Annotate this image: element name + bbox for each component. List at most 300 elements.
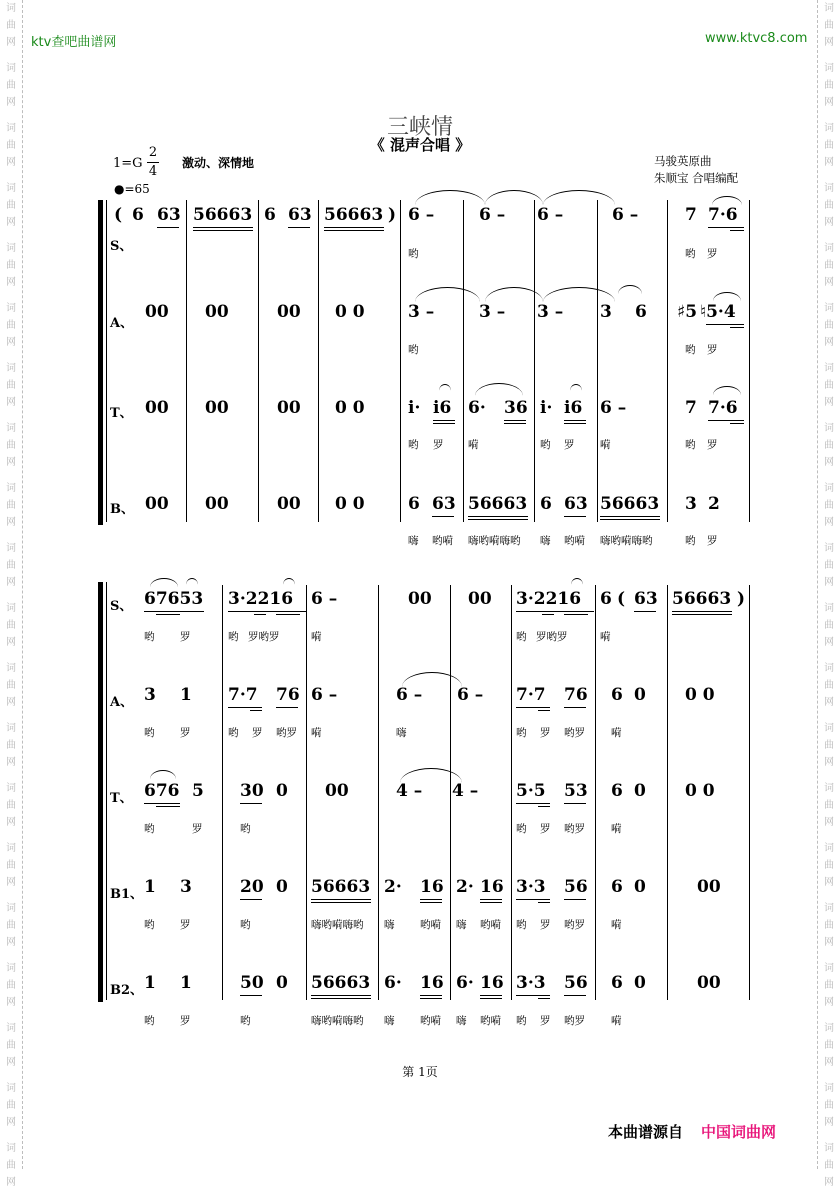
note: 00 (408, 589, 432, 609)
key-signature: 1=G (113, 156, 143, 171)
note: 56 (564, 877, 588, 897)
underline-beam (420, 899, 442, 900)
lyric: 嗨 (396, 727, 407, 739)
underline-beam (542, 614, 554, 615)
underline-beam (538, 998, 550, 999)
lyric: 嗨哟嗬嗨哟 (600, 535, 653, 547)
note: 0 0 (335, 302, 365, 322)
barline (749, 200, 750, 522)
system-bracket-thin (106, 582, 107, 1000)
slur (712, 196, 742, 205)
note: 56663 (672, 589, 732, 609)
lyric: 嗬 (311, 727, 322, 739)
lyric: 罗哟罗 (248, 631, 280, 643)
note: 56663 (468, 494, 528, 514)
note: 0 (634, 781, 646, 801)
note: 56 (564, 973, 588, 993)
underline-beam (156, 614, 180, 615)
lyric: 哟 (685, 344, 696, 356)
lyric: 哟嗬 (432, 535, 453, 547)
slur (400, 768, 462, 783)
left-watermark (0, 0, 22, 1188)
note: 1 (180, 685, 192, 705)
lyric: 罗 (540, 1015, 551, 1027)
lyric: 嗨 (456, 1015, 467, 1027)
lyric: 哟嗬 (480, 1015, 501, 1027)
note: 6 (611, 781, 623, 801)
note: 7 (685, 398, 697, 418)
underline-beam (288, 227, 310, 228)
note: 0 (276, 781, 288, 801)
note: 00 (468, 589, 492, 609)
right-watermark (818, 0, 840, 1188)
barline (318, 200, 319, 522)
underline-beam (432, 516, 454, 517)
lyric: 哟 (516, 631, 527, 643)
slur (283, 578, 295, 585)
watermark-group: 词 曲 网 (824, 1023, 834, 1068)
note: 7·7 (516, 685, 546, 705)
slur (475, 383, 523, 396)
underline-beam (420, 998, 442, 999)
barline (463, 200, 464, 522)
note: 3·2216 (228, 589, 294, 609)
note: ♮5·4 (700, 302, 736, 322)
note: 0 (634, 973, 646, 993)
note: 56663 (600, 494, 660, 514)
lyric: 嗬 (600, 439, 611, 451)
slur (150, 578, 178, 587)
watermark-group: 词 曲 网 (6, 483, 16, 528)
note: 6 (600, 589, 612, 609)
note: 6 – (479, 205, 506, 225)
lyric: 哟 (516, 823, 527, 835)
underline-beam (504, 420, 526, 421)
slur (713, 292, 741, 301)
voice-label: T、 (110, 406, 133, 421)
note: 56663 (311, 877, 371, 897)
source-label: 本曲谱源自 (608, 1123, 684, 1141)
note: 00 (205, 398, 229, 418)
underline-beam (730, 230, 744, 231)
lyric: 嗨 (408, 535, 419, 547)
underline-beam (538, 902, 550, 903)
lyric: 罗 (707, 439, 718, 451)
underline-beam (564, 614, 588, 615)
lyric: 哟 (144, 823, 155, 835)
note: 1 (180, 973, 192, 993)
watermark-group: 词 曲 网 (824, 303, 834, 348)
lyric: 嗬 (311, 631, 322, 643)
lyric: 哟 (228, 631, 239, 643)
lyric: 罗 (540, 919, 551, 931)
barline (667, 585, 668, 1000)
note: 76 (564, 685, 588, 705)
lyric: 罗 (707, 535, 718, 547)
watermark-group: 词 曲 网 (824, 963, 834, 1008)
underline-beam (311, 995, 371, 996)
note: 50 (240, 973, 264, 993)
watermark-group: 词 曲 网 (6, 363, 16, 408)
lyric: 哟 (144, 1015, 155, 1027)
note: 63 (564, 494, 588, 514)
note: ) (737, 589, 746, 609)
underline-beam (600, 516, 660, 517)
note: 3·3 (516, 877, 546, 897)
underline-beam (672, 614, 732, 615)
page-number: 第 1页 (402, 1065, 438, 1079)
note: 3·3 (516, 973, 546, 993)
composer: 马骏英原曲 (654, 154, 712, 168)
underline-beam (276, 707, 298, 708)
note: 7·6 (708, 205, 738, 225)
underline-beam (250, 710, 262, 711)
barline (186, 200, 187, 522)
note: 00 (145, 302, 169, 322)
underline-beam (564, 707, 586, 708)
note: 0 0 (685, 685, 715, 705)
lyric: 罗 (180, 919, 191, 931)
lyric: 罗 (192, 823, 203, 835)
note: 4 – (396, 781, 423, 801)
lyric: 嗬 (611, 919, 622, 931)
watermark-group: 词 曲 网 (6, 303, 16, 348)
underline-beam (730, 327, 744, 328)
underline-beam (708, 420, 744, 421)
underline-beam (240, 803, 262, 804)
barline (597, 200, 598, 522)
lyric: 哟罗 (564, 727, 585, 739)
lyric: 嗬 (600, 631, 611, 643)
lyric: 嗨 (540, 535, 551, 547)
system-bracket (98, 582, 103, 1002)
watermark-group: 词 曲 网 (6, 1143, 16, 1188)
site-name[interactable]: ktv查吧曲谱网 (31, 35, 117, 50)
watermark-group: 词 曲 网 (824, 603, 834, 648)
lyric: 哟 (408, 344, 419, 356)
lyric: 嗨哟嗬嗨哟 (311, 919, 364, 931)
note: i· (408, 398, 421, 418)
slur (186, 578, 198, 585)
watermark-group: 词 曲 网 (824, 423, 834, 468)
underline-beam (480, 902, 502, 903)
note: 3 (180, 877, 192, 897)
barline (222, 585, 223, 1000)
voice-label: S、 (110, 239, 133, 254)
slur (543, 287, 615, 302)
lyric: 哟 (240, 823, 251, 835)
underline-beam (156, 806, 180, 807)
note: 6 (408, 494, 420, 514)
lyric: 嗨 (384, 1015, 395, 1027)
lyric: 罗 (433, 439, 444, 451)
note: 3 (600, 302, 612, 322)
lyric: 哟 (144, 919, 155, 931)
underline-beam (564, 899, 586, 900)
note: 0 0 (335, 494, 365, 514)
watermark-group: 词 曲 网 (6, 123, 16, 168)
watermark-group: 词 曲 网 (6, 183, 16, 228)
note: 3 – (479, 302, 506, 322)
lyric: 哟嗬 (420, 1015, 441, 1027)
underline-beam (564, 516, 586, 517)
watermark-group: 词 曲 网 (6, 723, 16, 768)
lyric: 哟 (516, 727, 527, 739)
note: 2 (708, 494, 720, 514)
lyric: 罗 (540, 823, 551, 835)
note: 7·6 (708, 398, 738, 418)
underline-beam (468, 519, 528, 520)
note: 3·2216 (516, 589, 582, 609)
note: 6 (132, 205, 144, 225)
note: 56663 (311, 973, 371, 993)
note: i6 (564, 398, 583, 418)
note: 6· (456, 973, 474, 993)
note: 0 0 (685, 781, 715, 801)
note: 00 (205, 302, 229, 322)
watermark-group: 词 曲 网 (6, 903, 16, 948)
lyric: 哟罗 (564, 1015, 585, 1027)
lyric: 哟嗬 (564, 535, 585, 547)
watermark-group: 词 曲 网 (824, 183, 834, 228)
lyric: 哟 (240, 1015, 251, 1027)
lyric: 罗哟罗 (536, 631, 568, 643)
underline-beam (144, 803, 180, 804)
underline-beam (564, 423, 586, 424)
lyric: 哟罗 (564, 919, 585, 931)
lyric: 哟 (228, 727, 239, 739)
underline-beam (324, 227, 384, 228)
underline-beam (311, 998, 371, 999)
lyric: 哟 (685, 535, 696, 547)
underline-beam (538, 806, 550, 807)
slur (618, 285, 642, 294)
lyric: 哟嗬 (480, 919, 501, 931)
barline (595, 585, 596, 1000)
lyric: 嗬 (611, 727, 622, 739)
note: 3 (144, 685, 156, 705)
note: ) (388, 205, 397, 225)
voice-label: B、 (110, 502, 134, 517)
note: ♯5 (677, 302, 698, 322)
slur (543, 190, 615, 205)
underline-beam (228, 611, 306, 612)
slur (571, 578, 583, 585)
underline-beam (480, 995, 502, 996)
note: ( (617, 589, 626, 609)
lyric: 哟罗 (276, 727, 297, 739)
voice-label: A、 (110, 695, 134, 710)
underline-beam (468, 516, 528, 517)
note: 67653 (144, 589, 204, 609)
quarter-note-icon: ● (114, 182, 125, 196)
note: 0 (634, 877, 646, 897)
site-url[interactable]: www.ktvc8.com (705, 31, 808, 46)
note: 16 (420, 877, 444, 897)
slur (402, 672, 462, 687)
underline-beam (324, 230, 384, 231)
note: 3 (685, 494, 697, 514)
watermark-group: 词 曲 网 (824, 63, 834, 108)
note: 7·7 (228, 685, 258, 705)
slur (415, 287, 480, 302)
watermark-group: 词 曲 网 (824, 1143, 834, 1188)
lyric: 罗 (540, 727, 551, 739)
barline (258, 200, 259, 522)
note: 7 (685, 205, 697, 225)
lyric: 嗨 (384, 919, 395, 931)
underline-beam (516, 995, 550, 996)
arranger: 朱顺宝 合唱编配 (654, 171, 739, 185)
underline-beam (193, 227, 253, 228)
underline-beam (240, 995, 262, 996)
underline-beam (516, 707, 550, 708)
barline (400, 200, 401, 522)
lyric: 哟 (408, 248, 419, 260)
watermark-group: 词 曲 网 (824, 363, 834, 408)
note: 676 (144, 781, 180, 801)
note: 1 (144, 877, 156, 897)
lyric: 哟嗬 (420, 919, 441, 931)
voice-label: T、 (110, 791, 133, 806)
watermark-group: 词 曲 网 (824, 3, 834, 48)
time-bar (147, 162, 159, 163)
note: 6 – (600, 398, 627, 418)
watermark-group: 词 曲 网 (824, 843, 834, 888)
slur (570, 384, 582, 391)
watermark-group: 词 曲 网 (824, 243, 834, 288)
song-subtitle: 《 混声合唱 》 (369, 136, 471, 154)
underline-beam (240, 899, 262, 900)
note: 56663 (324, 205, 384, 225)
note: 63 (634, 589, 658, 609)
note: ( (114, 205, 123, 225)
underline-beam (480, 899, 502, 900)
note: 2· (456, 877, 474, 897)
note: 16 (480, 973, 504, 993)
note: 6 – (396, 685, 423, 705)
underline-beam (708, 227, 744, 228)
watermark-group: 词 曲 网 (824, 723, 834, 768)
note: i6 (433, 398, 452, 418)
note: i· (540, 398, 553, 418)
underline-beam (193, 230, 253, 231)
underline-beam (433, 420, 455, 421)
underline-beam (672, 611, 732, 612)
watermark-group: 词 曲 网 (6, 1083, 16, 1128)
lyric: 罗 (180, 631, 191, 643)
source-site-link[interactable]: 中国词曲网 (701, 1123, 777, 1141)
underline-beam (157, 227, 179, 228)
note: 16 (420, 973, 444, 993)
lyric: 罗 (707, 344, 718, 356)
watermark-group: 词 曲 网 (6, 243, 16, 288)
underline-beam (311, 899, 371, 900)
note: 0 0 (335, 398, 365, 418)
underline-beam (706, 324, 744, 325)
voice-label: B1、 (110, 887, 144, 902)
barline (450, 585, 451, 1000)
lyric: 哟 (144, 727, 155, 739)
lyric: 哟 (685, 248, 696, 260)
note: 00 (325, 781, 349, 801)
right-margin-line (817, 0, 818, 1169)
note: 4 – (452, 781, 479, 801)
note: 3 – (537, 302, 564, 322)
note: 53 (564, 781, 588, 801)
watermark-group: 词 曲 网 (6, 663, 16, 708)
note: 1 (144, 973, 156, 993)
underline-beam (480, 998, 502, 999)
underline-beam (254, 614, 266, 615)
underline-beam (564, 995, 586, 996)
lyric: 哟罗 (564, 823, 585, 835)
note: 6· (384, 973, 402, 993)
watermark-group: 词 曲 网 (6, 63, 16, 108)
watermark-group: 词 曲 网 (824, 123, 834, 168)
underline-beam (516, 899, 550, 900)
underline-beam (564, 803, 586, 804)
barline (749, 585, 750, 1000)
note: 0 (276, 973, 288, 993)
underline-beam (276, 614, 300, 615)
watermark-group: 词 曲 网 (824, 663, 834, 708)
time-signature (147, 145, 159, 180)
note: 00 (205, 494, 229, 514)
underline-beam (420, 995, 442, 996)
watermark-group: 词 曲 网 (824, 483, 834, 528)
note: 56663 (193, 205, 253, 225)
underline-beam (516, 611, 594, 612)
underline-beam (564, 420, 586, 421)
watermark-group: 词 曲 网 (6, 423, 16, 468)
note: 20 (240, 877, 264, 897)
note: 3 – (408, 302, 435, 322)
note: 6 – (612, 205, 639, 225)
note: 6 – (408, 205, 435, 225)
note: 2· (384, 877, 402, 897)
lyric: 罗 (707, 248, 718, 260)
watermark-group: 词 曲 网 (824, 903, 834, 948)
watermark-group: 词 曲 网 (6, 783, 16, 828)
note: 36 (504, 398, 528, 418)
system-bracket (98, 200, 103, 525)
slur (150, 770, 176, 779)
underline-beam (420, 902, 442, 903)
note: 6 (611, 685, 623, 705)
underline-beam (504, 423, 526, 424)
note: 63 (288, 205, 312, 225)
note: 76 (276, 685, 300, 705)
note: 6 – (457, 685, 484, 705)
lyric: 罗 (180, 727, 191, 739)
note: 6· (468, 398, 486, 418)
note: 0 (634, 685, 646, 705)
song-title: 三峡情 (386, 115, 453, 140)
system-bracket-thin (106, 200, 107, 522)
time-top: 2 (148, 145, 158, 160)
lyric: 嗨哟嗬嗨哟 (468, 535, 521, 547)
note: 30 (240, 781, 264, 801)
lyric: 哟 (685, 439, 696, 451)
watermark-group: 词 曲 网 (6, 603, 16, 648)
note: 6 – (311, 589, 338, 609)
underline-beam (144, 611, 204, 612)
source-credit (608, 1121, 776, 1142)
voice-label: A、 (110, 316, 134, 331)
note: 63 (157, 205, 181, 225)
slur (713, 386, 741, 395)
